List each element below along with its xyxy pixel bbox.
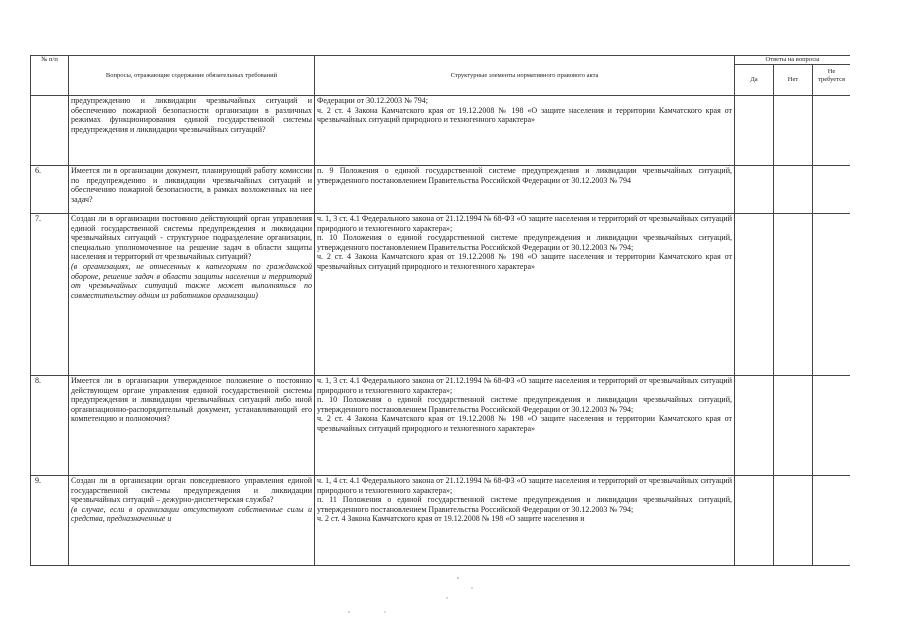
answer-na-cell[interactable] [813,214,851,376]
table-row [31,166,851,214]
row-number: 9. [31,476,69,566]
header-question: Вопросы, отражающие содержание обязательных требований [69,56,315,96]
scan-speck [348,611,350,613]
row-number: 6. [31,166,69,214]
table-row [31,96,851,166]
checklist-page [30,55,850,575]
reference-item: п. 10 Положения о единой государственной системе предупреждения и ликвидации чрезвычайных ситуаций, утвержденного постановлением Правительства Российской Федерации от 30.12.2003 № 794; [317,233,732,252]
row-number: 7. [31,214,69,376]
reference-item: ч. 1, 3 ст. 4.1 Федерального закона от 21.12.1994 № 68-ФЗ «О защите населения и территорий от чрезвычайных ситуаций природного и техногенного характера»; [317,214,732,233]
question-text: Имеется ли в организации утвержденное положение о постоянно действующем органе управления единой государственной системы предупреждения и ликвидации чрезвычайных ситуаций либо иной организационно-распорядительный документ, устанавливающий его компетенцию и полномочия? [71,376,312,424]
answer-na-cell[interactable] [813,476,851,566]
reference-item: ч. 2 ст. 4 Закона Камчатского края от 19.12.2008 № 198 «О защите населения и территории Камчатского края от чрезвычайных ситуаций природного и техногенного характера» [317,105,732,125]
reference-item: ч. 2 ст. 4 Закона Камчатского края от 19.12.2008 № 198 «О защите населения и территории Камчатского края от чрезвычайных ситуаций природного и техногенного характера» [317,414,732,433]
answer-no-cell[interactable] [774,166,813,214]
answer-na-cell[interactable] [813,166,851,214]
scan-speck [384,611,385,612]
header-num: № п/п [31,56,69,96]
row-reference [315,96,735,166]
header-yes: Да [735,65,774,96]
requirements-table [30,55,850,566]
answer-no-cell[interactable] [774,214,813,376]
scan-speck [457,577,459,579]
reference-item: ч. 2 ст. 4 Закона Камчатского края от 19.12.2008 № 198 «О защите населения и [317,514,585,524]
header-na: Не требуется [813,65,851,96]
header-answers: Ответы на вопросы [735,56,851,65]
question-text: Создан ли в организации орган повседневного управления единой государственной системы предупреждения и ликвидации чрезвычайных ситуаций – дежурно-диспетчерская служба? [71,476,312,505]
header-no: Нет [774,65,813,96]
row-reference [315,214,735,376]
answer-no-cell[interactable] [774,376,813,476]
question-note: (в случае, если в организации отсутствуют собственные силы и средства, предназначенные и [71,504,312,524]
answer-yes-cell[interactable] [735,476,774,566]
table-row [31,476,851,566]
answer-yes-cell[interactable] [735,376,774,476]
row-number: 8. [31,376,69,476]
answer-yes-cell[interactable] [735,96,774,166]
answer-na-cell[interactable] [813,376,851,476]
reference-item: ч. 2 ст. 4 Закона Камчатского края от 19.12.2008 № 198 «О защите населения и территории Камчатского края от чрезвычайных ситуаций природного и техногенного характера» [317,252,732,271]
question-text: Имеется ли в организации документ, планирующий работу комиссии по предупреждению и ликвидации чрезвычайных ситуаций и обеспечению пожарной безопасности, в рамках возложенных на нее задач? [71,166,312,204]
table-row [31,214,851,376]
reference-item: ч. 1, 3 ст. 4.1 Федерального закона от 21.12.1994 № 68-ФЗ «О защите населения и территорий от чрезвычайных ситуаций природного и техногенного характера»; [317,376,732,395]
reference-item: п. 11 Положения о единой государственной системе предупреждения и ликвидации чрезвычайных ситуаций, утвержденного постановлением Правительства Российской Федерации от 30.12.2003 № 794; [317,495,732,514]
reference-item: п. 10 Положения о единой государственной системе предупреждения и ликвидации чрезвычайных ситуаций, утвержденного постановлением Правительства Российской Федерации от 30.12.2003 № 794; [317,395,732,414]
row-number [31,96,69,166]
scan-speck [471,587,472,588]
reference-item: п. 9 Положения о единой государственной системе предупреждения и ликвидации чрезвычайных ситуаций, утвержденного постановлением Правительства Российской Федерации от 30.12.2003 № 794 [317,166,732,185]
answer-no-cell[interactable] [774,476,813,566]
answer-no-cell[interactable] [774,96,813,166]
answer-yes-cell[interactable] [735,166,774,214]
header-reference: Структурные элементы нормативного правового акта [315,56,735,96]
scan-speck [446,597,447,598]
answer-na-cell[interactable] [813,96,851,166]
reference-item: ч. 1, 4 ст. 4.1 Федерального закона от 21.12.1994 № 68-ФЗ «О защите населения и территорий от чрезвычайных ситуаций природного и техногенного характера»; [317,476,732,495]
row-question [69,476,315,566]
row-question [69,214,315,376]
answer-yes-cell[interactable] [735,214,774,376]
question-text: Создан ли в организации постоянно действующий орган управления единой государственной системы предупреждения и ликвидации чрезвычайных ситуаций - структурное подразделение организации, специально уполномоченное на решение задач в области защиты населения и территорий от чрезвычайных ситуаций? [71,214,312,262]
row-reference [315,166,735,214]
table-row [31,376,851,476]
row-question [69,96,315,166]
reference-item: Федерации от 30.12.2003 № 794; [317,96,429,105]
row-reference [315,376,735,476]
row-reference [315,476,735,566]
row-question [69,166,315,214]
question-note: (в организациях, не отнесенных к категориям по гражданской обороне, решение задач в области защиты населения и территорий от чрезвычайных ситуаций также может выполняться по совместительству одним из работников организации) [71,261,312,300]
question-text: предупреждению и ликвидации чрезвычайных ситуаций и обеспечению пожарной безопасности организации в различных режимах функционирования единой государственной системы предупреждения и ликвидации чрезвычайных ситуаций? [71,96,312,134]
row-question [69,376,315,476]
